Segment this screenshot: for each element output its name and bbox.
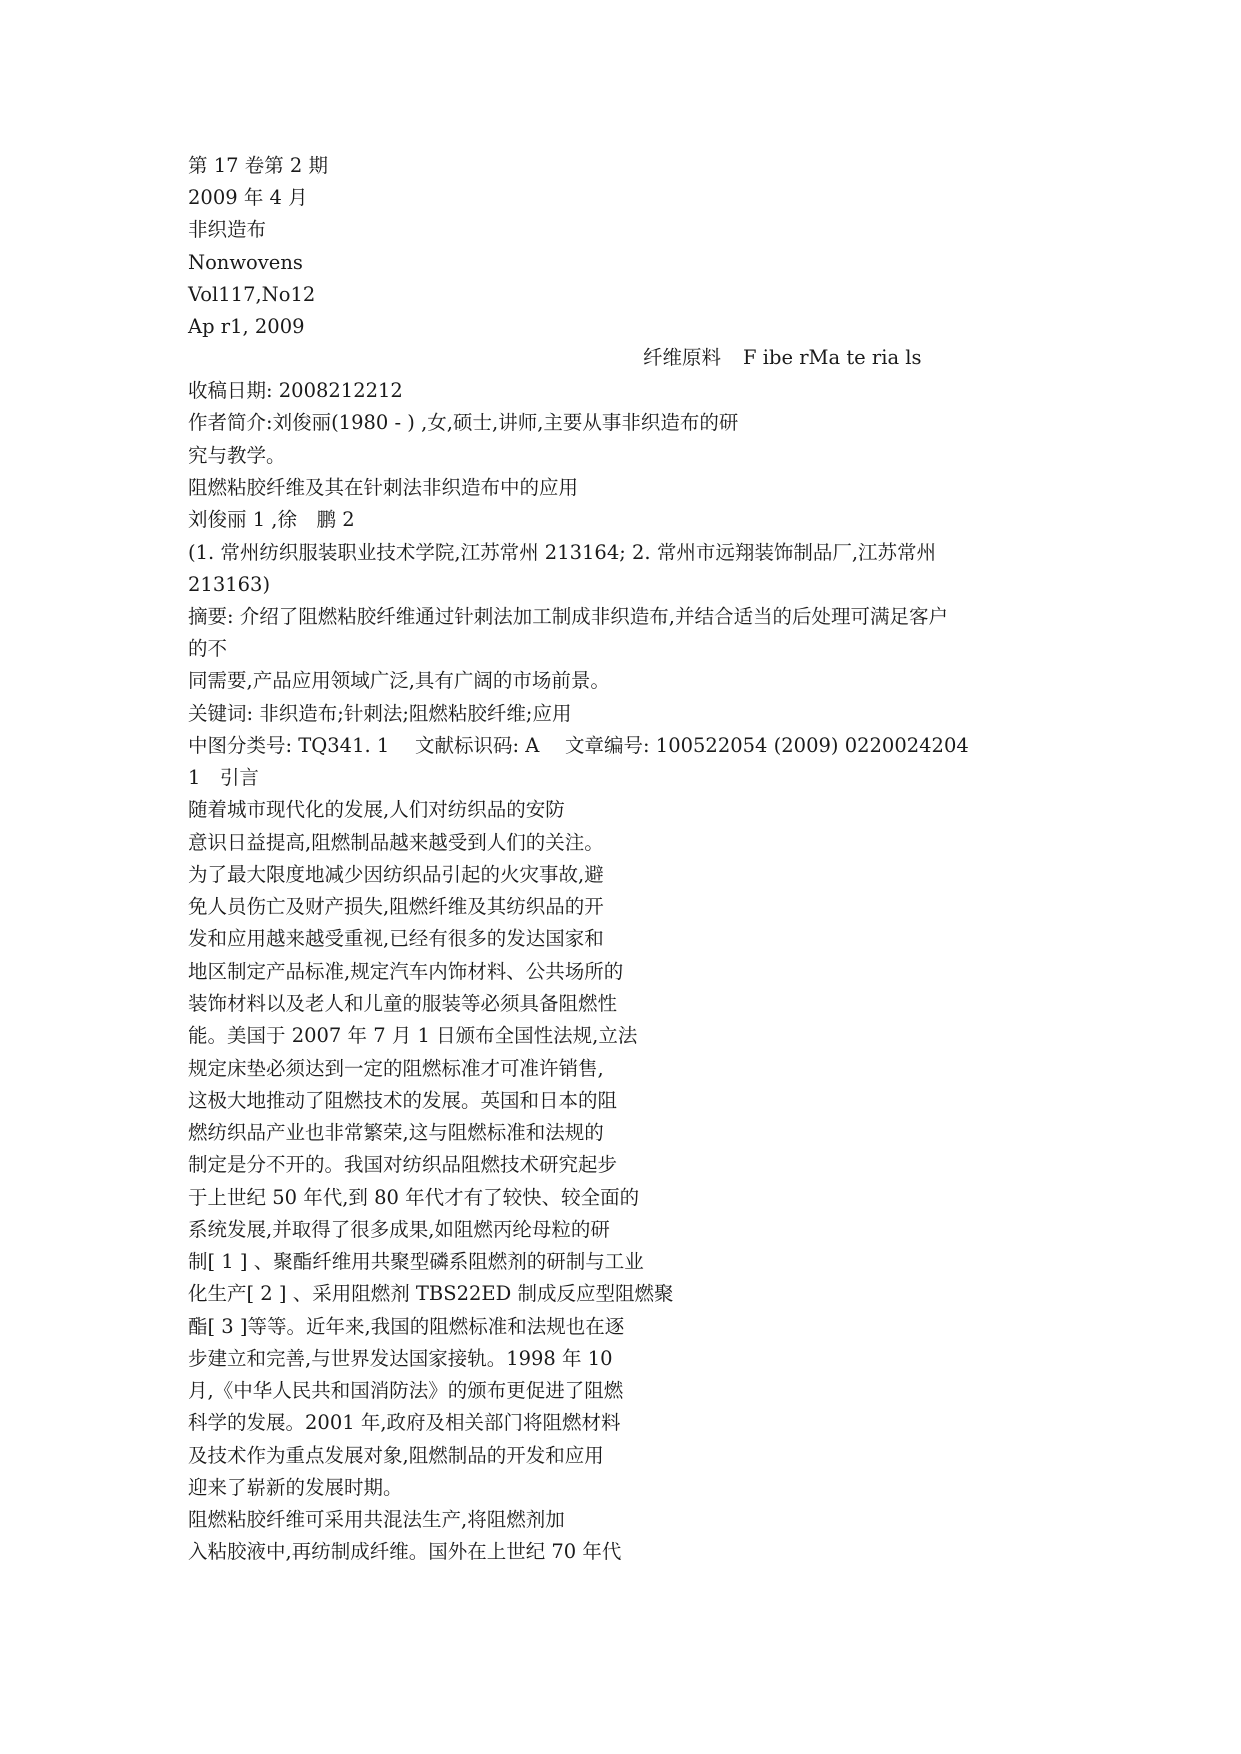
- body-line: 随着城市现代化的发展,人们对纺织品的安防: [188, 798, 565, 821]
- author-bio: 作者简介:刘俊丽(1980 - ) ,女,硕士,讲师,主要从事非织造布的研: [188, 411, 739, 434]
- body-line: 化生产[ 2 ] 、采用阻燃剂 TBS22ED 制成反应型阻燃聚: [188, 1282, 674, 1305]
- body-line: 这极大地推动了阻燃技术的发展。英国和日本的阻: [188, 1089, 618, 1112]
- article-title: 阻燃粘胶纤维及其在针刺法非织造布中的应用: [188, 476, 579, 499]
- article-keywords: 关键词: 非织造布;针刺法;阻燃粘胶纤维;应用: [188, 702, 572, 725]
- journal-volume-issue-en: Vol117,No12: [188, 283, 316, 306]
- journal-date-cn: 2009 年 4 月: [188, 186, 308, 209]
- body-line: 意识日益提高,阻燃制品越来越受到人们的关注。: [188, 831, 604, 854]
- body-line: 系统发展,并取得了很多成果,如阻燃丙纶母粒的研: [188, 1218, 610, 1241]
- article-affiliation: (1. 常州纺织服装职业技术学院,江苏常州 213164; 2. 常州市远翔装饰制品厂,江苏常州: [188, 541, 937, 564]
- body-line: 免人员伤亡及财产损失,阻燃纤维及其纺织品的开: [188, 895, 604, 918]
- body-line: 规定床垫必须达到一定的阻燃标准才可准许销售,: [188, 1057, 604, 1080]
- article-authors: 刘俊丽 1 ,徐 鹏 2: [188, 508, 355, 531]
- section-header: [643, 346, 922, 370]
- body-line: 酯[ 3 ]等等。近年来,我国的阻燃标准和法规也在逐: [188, 1315, 625, 1338]
- body-line: 科学的发展。2001 年,政府及相关部门将阻燃材料: [188, 1411, 621, 1434]
- received-date: 收稿日期: 2008212212: [188, 379, 403, 402]
- journal-volume-issue-cn: 第 17 卷第 2 期: [188, 154, 329, 177]
- section-heading-introduction: 1 引言: [188, 766, 259, 789]
- body-line: 入粘胶液中,再纺制成纤维。国外在上世纪 70 年代: [188, 1540, 622, 1563]
- journal-name-cn: 非织造布: [188, 218, 267, 241]
- body-line: 及技术作为重点发展对象,阻燃制品的开发和应用: [188, 1444, 604, 1467]
- author-bio-cont: 究与教学。: [188, 444, 286, 467]
- body-line: 燃纺织品产业也非常繁荣,这与阻燃标准和法规的: [188, 1121, 604, 1144]
- body-line: 迎来了崭新的发展时期。: [188, 1476, 403, 1499]
- body-line: 装饰材料以及老人和儿童的服装等必须具备阻燃性: [188, 992, 618, 1015]
- article-abstract-cont-2: 同需要,产品应用领域广泛,具有广阔的市场前景。: [188, 669, 610, 692]
- body-line: 步建立和完善,与世界发达国家接轨。1998 年 10: [188, 1347, 613, 1370]
- body-line: 于上世纪 50 年代,到 80 年代才有了较快、较全面的: [188, 1186, 640, 1209]
- journal-name-en: Nonwovens: [188, 251, 303, 274]
- section-label-cn: 纤维原料: [643, 346, 722, 369]
- body-line: 发和应用越来越受重视,已经有很多的发达国家和: [188, 927, 604, 950]
- article-affiliation-cont: 213163): [188, 573, 271, 596]
- article-classification: 中图分类号: TQ341. 1 文献标识码: A 文章编号: 100522054 (2009) 0220024204: [188, 734, 969, 757]
- body-line: 能。美国于 2007 年 7 月 1 日颁布全国性法规,立法: [188, 1024, 638, 1047]
- body-line: 制定是分不开的。我国对纺织品阻燃技术研究起步: [188, 1153, 618, 1176]
- journal-date-en: Ap r1, 2009: [188, 315, 305, 338]
- body-line: 地区制定产品标准,规定汽车内饰材料、公共场所的: [188, 960, 624, 983]
- article-abstract: 摘要: 介绍了阻燃粘胶纤维通过针刺法加工制成非织造布,并结合适当的后处理可满足客户: [188, 605, 948, 628]
- article-abstract-cont: 的不: [188, 637, 228, 660]
- body-line: 阻燃粘胶纤维可采用共混法生产,将阻燃剂加: [188, 1508, 565, 1531]
- body-line: 制[ 1 ] 、聚酯纤维用共聚型磷系阻燃剂的研制与工业: [188, 1250, 644, 1273]
- section-label-en: F ibe rMa te ria ls: [743, 346, 922, 369]
- body-line: 月,《中华人民共和国消防法》的颁布更促进了阻燃: [188, 1379, 624, 1402]
- body-line: 为了最大限度地减少因纺织品引起的火灾事故,避: [188, 863, 604, 886]
